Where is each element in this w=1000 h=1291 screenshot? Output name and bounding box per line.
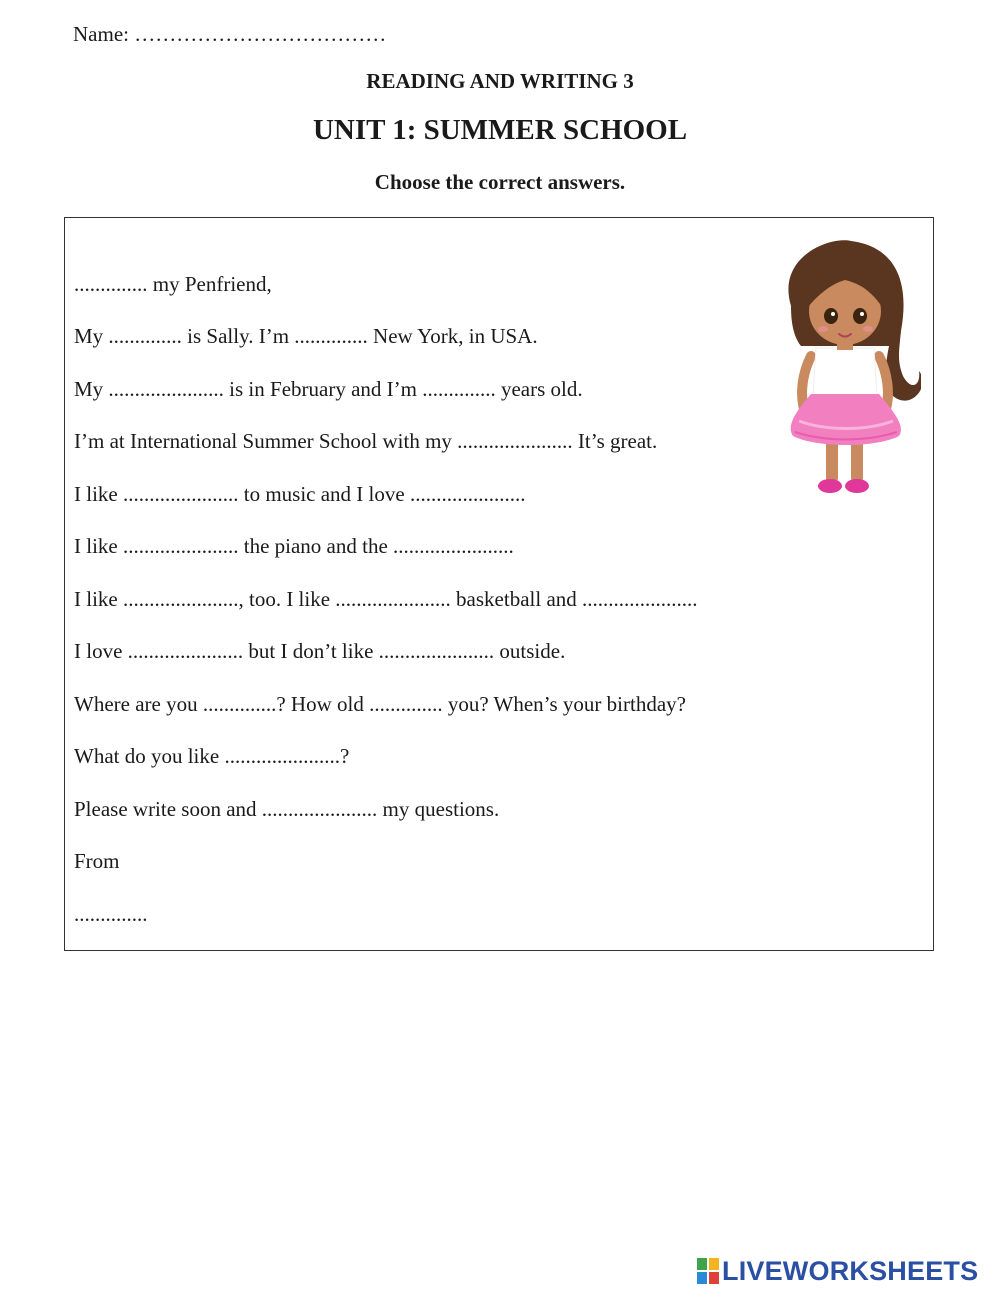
letter-line: I love ...................... but I don’t like ...................... outside.: [74, 639, 566, 663]
letter-line: I like ......................, too. I like ...................... basketball and ......................: [74, 587, 698, 611]
letter-line: My .............. is Sally. I’m .............. New York, in USA.: [74, 324, 538, 348]
letter-line: I’m at International Summer School with my ...................... It’s great.: [74, 429, 658, 453]
page-title: UNIT 1: SUMMER SCHOOL: [312, 114, 688, 146]
letter-line: I like ...................... to music and I love ......................: [74, 482, 526, 506]
letter-box: [64, 217, 934, 951]
letter-line-closing: From: [74, 849, 120, 873]
letter-line: Where are you ..............? How old .............. you? When’s your birthday?: [74, 692, 686, 716]
logo-text: LIVEWORKSHEETS: [722, 1255, 979, 1286]
girl-illustration-icon: [771, 236, 921, 506]
letter-line: I like ...................... the piano and the .......................: [74, 534, 514, 558]
instruction-text: Choose the correct answers.: [374, 170, 626, 194]
liveworksheets-logo-icon: [697, 1258, 719, 1284]
worksheet-subtitle: READING AND WRITING 3: [366, 69, 634, 93]
letter-line: What do you like ......................?: [74, 744, 350, 768]
letter-line-signature: ..............: [74, 902, 148, 926]
letter-line: Please write soon and ...................... my questions.: [74, 797, 500, 821]
liveworksheets-logo[interactable]: [697, 1256, 978, 1286]
letter-line: My ...................... is in February and I’m .............. years old.: [74, 377, 583, 401]
letter-line-greeting: .............. my Penfriend,: [74, 272, 272, 296]
name-field-line: Name: ………………………………: [73, 22, 387, 46]
